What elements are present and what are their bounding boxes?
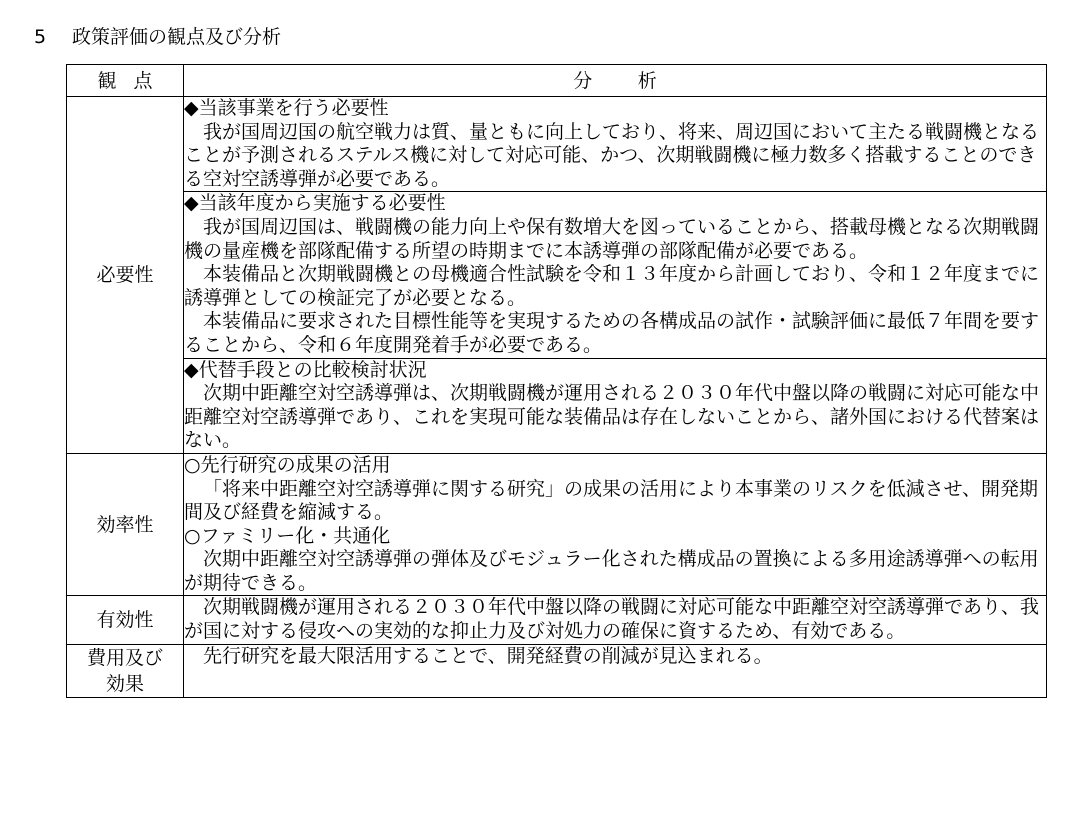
necessity-block-2-para-1: 我が国周辺国は、戦闘機の能力向上や保有数増大を図っていることから、搭載母機となる次期戦闘機の量産機を部隊配備する所望の時期までに本誘導弾の部隊配備が必要である。 (184, 215, 1040, 262)
efficiency-item-1-title: ○先行研究の成果の活用 (184, 453, 391, 476)
table-header-row (67, 65, 1047, 97)
policy-evaluation-table (66, 64, 1047, 698)
efficiency-row (67, 453, 1047, 596)
header-analysis: 分析 (184, 65, 1047, 97)
necessity-block-1 (184, 97, 1047, 192)
efficiency-item-1-text: 「将来中距離空対空誘導弾に関する研究」の成果の活用により本事業のリスクを低減させ、開発期間及び経費を縮減する。 (184, 477, 1039, 524)
section-number: 5 (34, 26, 47, 48)
cost-row (67, 644, 1047, 697)
cost-text: 先行研究を最大限活用することで、開発経費の削減が見込まれる。 (203, 644, 773, 667)
necessity-block-3-para-1: 次期中距離空対空誘導弾は、次期戦闘機が運用される２０３０年代中盤以降の戦闘に対応可能な中距離空対空誘導弾であり、これを実現可能な装備品は存在しないことから、諸外国における代替案はない。 (184, 382, 1040, 452)
cost-label-line-2: 効果 (105, 672, 144, 695)
efficiency-item-2-text: 次期中距離空対空誘導弾の弾体及びモジュラー化された構成品の置換による多用途誘導弾への転用が期待できる。 (184, 548, 1039, 594)
cost-content (184, 644, 1047, 697)
necessity-block-3-title: ◆代替手段との比較検討状況 (184, 358, 427, 381)
cost-label (67, 644, 184, 697)
cost-label-line-1: 費用及び (86, 646, 163, 669)
section-heading (34, 24, 281, 50)
necessity-block-3 (184, 358, 1047, 453)
header-viewpoint: 観点 (67, 65, 184, 97)
necessity-label: 必要性 (67, 97, 184, 454)
necessity-block-2 (184, 192, 1047, 358)
section-title: 政策評価の観点及び分析 (72, 26, 282, 48)
necessity-block-1-title: ◆当該事業を行う必要性 (184, 97, 389, 119)
necessity-block-2-title: ◆当該年度から実施する必要性 (184, 192, 446, 215)
necessity-block-2-para-3: 本装備品に要求された目標性能等を実現するための各構成品の試作・試験評価に最低７年間を要することから、令和６年度開発着手が必要である。 (184, 310, 1040, 356)
efficiency-label: 効率性 (67, 453, 184, 596)
effectiveness-row (67, 596, 1047, 644)
effectiveness-content (184, 596, 1047, 644)
necessity-block-2-para-2: 本装備品と次期戦闘機との母機適合性試験を令和１３年度から計画しており、令和１２年度までに誘導弾としての検証完了が必要となる。 (184, 263, 1040, 309)
necessity-row-1 (67, 97, 1047, 192)
necessity-row-2 (67, 192, 1047, 358)
efficiency-item-2-title: ○ファミリー化・共通化 (184, 524, 391, 547)
effectiveness-label: 有効性 (67, 596, 184, 644)
necessity-row-3 (67, 358, 1047, 453)
effectiveness-text: 次期戦闘機が運用される２０３０年代中盤以降の戦闘に対応可能な中距離空対空誘導弾であり、我が国に対する侵攻への実効的な抑止力及び対処力の確保に資するため、有効である。 (184, 596, 1040, 643)
efficiency-content (184, 453, 1047, 596)
necessity-block-1-para-1: 我が国周辺国の航空戦力は質、量ともに向上しており、将来、周辺国において主たる戦闘機となることが予測されるステルス機に対して対応可能、かつ、次期戦闘機に極力数多く搭載することのできる空対空誘導弾が必要である。 (184, 120, 1040, 190)
